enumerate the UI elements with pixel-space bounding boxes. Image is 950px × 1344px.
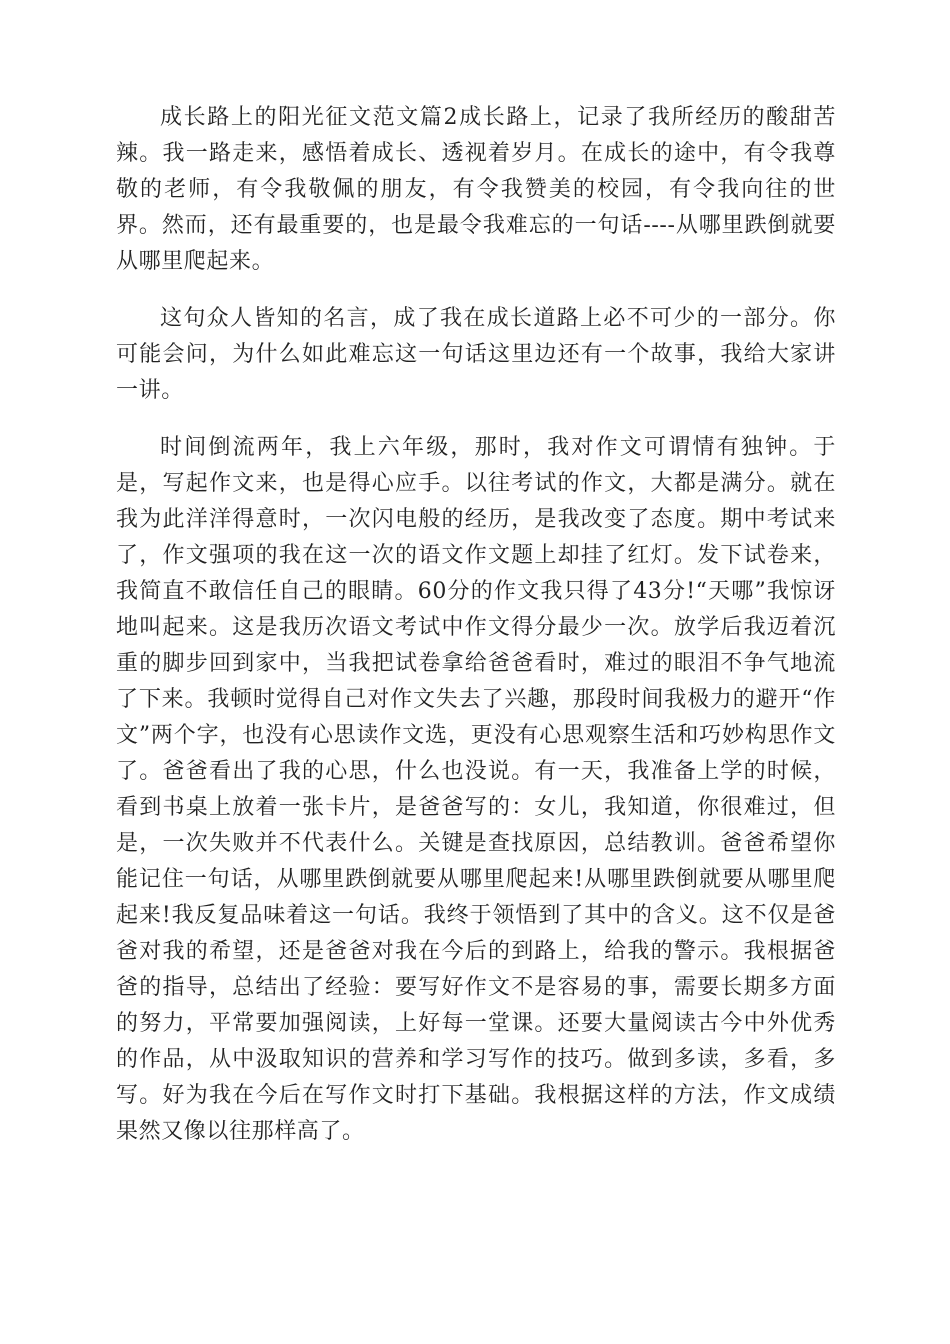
paragraph-3: 时间倒流两年，我上六年级，那时，我对作文可谓情有独钟。于是，写起作文来，也是得心应手。以往考试的作文，大都是满分。就在我为此洋洋得意时，一次闪电般的经历，是我改变了态度。期中考试来了，作文强项的我在这一次的语文作文题上却挂了红灯。发下试卷来，我简直不敢信任自己的眼睛。60分的作文我只得了43分!“天哪”我惊讶地叫起来。这是我历次语文考试中作文得分最少一次。放学后我迈着沉重的脚步回到家中，当我把试卷拿给爸爸看时，难过的眼泪不争气地流了下来。我顿时觉得自己对作文失去了兴趣，那段时间我极力的避开“作文”两个字，也没有心思读作文选，更没有心思观察生活和巧妙构思作文了。爸爸看出了我的心思，什么也没说。有一天，我准备上学的时候，看到书桌上放着一张卡片，是爸爸写的：女儿，我知道，你很难过，但是，一次失败并不代表什么。关键是查找原因，总结教训。爸爸希望你能记住一句话，从哪里跌倒就要从哪里爬起来!从哪里跌倒就要从哪里爬起来!我反复品味着这一句话。我终于领悟到了其中的含义。这不仅是爸爸对我的希望，还是爸爸对我在今后的到路上，给我的警示。我根据爸爸的指导，总结出了经验：要写好作文不是容易的事，需要长期多方面的努力，平常要加强阅读，上好每一堂课。还要大量阅读古今中外优秀的作品，从中汲取知识的营养和学习写作的技巧。做到多读，多看，多写。好为我在今后在写作文时打下基础。我根据这样的方法，作文成绩果然又像以往那样高了。 xyxy=(116,435,836,1144)
paragraph-2: 这句众人皆知的名言，成了我在成长道路上必不可少的一部分。你可能会问，为什么如此难忘这一句话这里边还有一个故事，我给大家讲一讲。 xyxy=(116,306,836,403)
document-body xyxy=(116,100,836,1171)
paragraph-1: 成长路上的阳光征文范文篇2成长路上，记录了我所经历的酸甜苦辣。我一路走来，感悟着成长、透视着岁月。在成长的途中，有令我尊敬的老师，有令我敬佩的朋友，有令我赞美的校园，有令我向往的世界。然而，还有最重要的，也是最令我难忘的一句话----从哪里跌倒就要从哪里爬起来。 xyxy=(116,105,836,274)
